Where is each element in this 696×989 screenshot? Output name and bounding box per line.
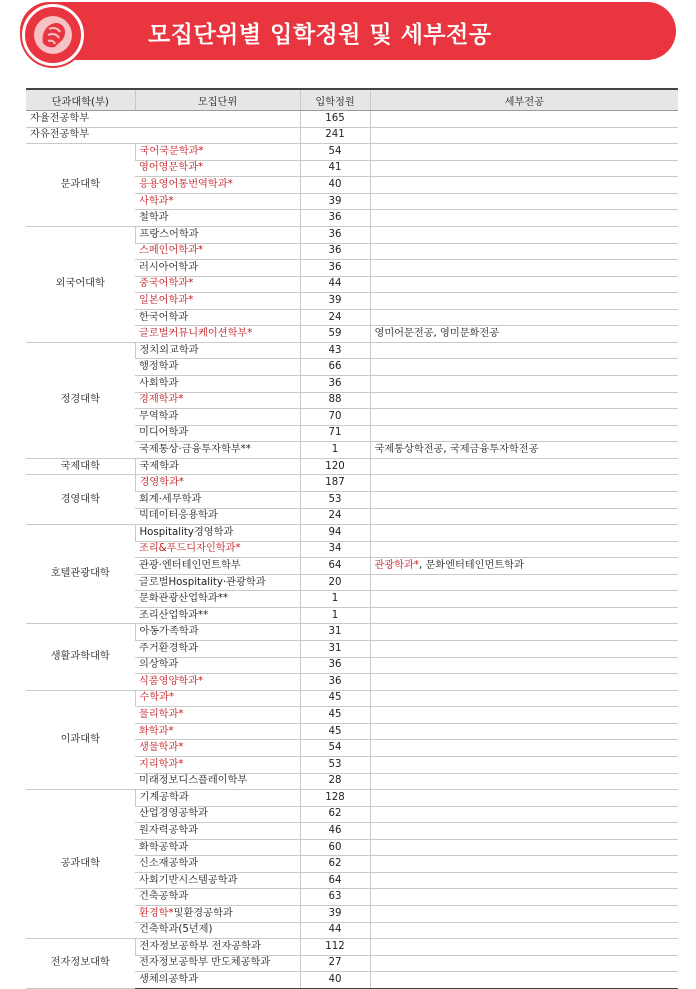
- table-row: [26, 475, 678, 492]
- quota-cell: 44: [300, 276, 370, 293]
- quota-cell: 1: [300, 442, 370, 459]
- admission-table: [26, 88, 678, 989]
- unit-cell: [135, 690, 300, 707]
- unit-cell: [135, 657, 300, 674]
- unit-name: 중국어학과*: [139, 278, 194, 290]
- unit-cell: [135, 475, 300, 492]
- unit-cell: [135, 309, 300, 326]
- major-cell: [370, 607, 678, 624]
- unit-name: 생체의공학과: [139, 974, 199, 986]
- quota-cell: 40: [300, 972, 370, 989]
- quota-cell: 39: [300, 906, 370, 923]
- table-row: [26, 458, 678, 475]
- quota-cell: 62: [300, 806, 370, 823]
- unit-name: 주거환경학과: [139, 642, 199, 654]
- major-cell: [370, 657, 678, 674]
- major-text: 국제통상학전공, 국제금융투자학전공: [374, 444, 539, 456]
- unit-cell: [135, 922, 300, 939]
- unit-cell: [135, 955, 300, 972]
- major-cell: [370, 359, 678, 376]
- quota-cell: 24: [300, 309, 370, 326]
- unit-name: 아동가족학과: [139, 626, 199, 638]
- unit-cell: [135, 442, 300, 459]
- unit-name: 생물학과*: [139, 742, 184, 754]
- major-cell: [370, 376, 678, 393]
- major-cell: [370, 906, 678, 923]
- unit-name: 조리&푸드디자인학과*: [139, 543, 241, 555]
- quota-cell: 1: [300, 591, 370, 608]
- quota-cell: 241: [300, 127, 370, 144]
- major-cell: [370, 773, 678, 790]
- unit-cell: [135, 707, 300, 724]
- quota-cell: 94: [300, 525, 370, 542]
- unit-name: 국제학과: [139, 460, 179, 472]
- quota-cell: 36: [300, 226, 370, 243]
- unit-cell: [135, 972, 300, 989]
- major-cell: [370, 674, 678, 691]
- unit-cell: [135, 409, 300, 426]
- table-row: [26, 127, 678, 144]
- major-cell: [370, 111, 678, 128]
- quota-cell: 62: [300, 856, 370, 873]
- major-cell: [370, 144, 678, 161]
- unit-name: 철학과: [139, 212, 169, 224]
- unit-cell: [135, 425, 300, 442]
- unit-cell: [135, 624, 300, 641]
- unit-name: 회계·세무학과: [139, 493, 202, 505]
- major-cell: [370, 342, 678, 359]
- major-cell: [370, 806, 678, 823]
- major-cell: [370, 889, 678, 906]
- college-cell: 이과대학: [26, 690, 135, 789]
- major-cell: [370, 425, 678, 442]
- major-cell: [370, 160, 678, 177]
- quota-cell: 45: [300, 723, 370, 740]
- unit-cell: [135, 591, 300, 608]
- unit-cell: [135, 226, 300, 243]
- quota-cell: 43: [300, 342, 370, 359]
- college-cell: 정경대학: [26, 342, 135, 458]
- unit-name: 및환경공학과: [173, 907, 233, 919]
- quota-cell: 54: [300, 144, 370, 161]
- major-cell: [370, 955, 678, 972]
- column-header: 세부전공: [370, 89, 678, 111]
- unit-name: 지리학과*: [139, 758, 184, 770]
- table-row: [26, 690, 678, 707]
- major-cell: [370, 922, 678, 939]
- major-cell: [370, 458, 678, 475]
- major-highlight: 관광학과*: [374, 559, 419, 571]
- major-cell: [370, 972, 678, 989]
- unit-name: 경제학과*: [139, 394, 184, 406]
- table-row: [26, 111, 678, 128]
- unit-cell: [135, 607, 300, 624]
- major-cell: [370, 127, 678, 144]
- major-cell: [370, 260, 678, 277]
- unit-cell: [135, 740, 300, 757]
- unit-cell: [135, 790, 300, 807]
- lion-emblem-icon: [22, 4, 84, 66]
- unit-cell: [135, 541, 300, 558]
- quota-cell: 70: [300, 409, 370, 426]
- unit-name: 화학공학과: [139, 841, 189, 853]
- quota-cell: 39: [300, 193, 370, 210]
- quota-cell: 36: [300, 260, 370, 277]
- unit-name-highlight: 환경학*: [139, 907, 174, 919]
- unit-cell: [135, 872, 300, 889]
- table-row: [26, 939, 678, 956]
- college-cell: 호텔관광대학: [26, 525, 135, 624]
- quota-cell: 45: [300, 707, 370, 724]
- unit-name: 전자정보공학부 반도체공학과: [139, 957, 271, 969]
- major-cell: [370, 541, 678, 558]
- major-text: 영미어문전공, 영미문화전공: [374, 328, 500, 340]
- unit-cell: [135, 756, 300, 773]
- quota-cell: 66: [300, 359, 370, 376]
- unit-name: 무역학과: [139, 410, 179, 422]
- unit-cell: [135, 491, 300, 508]
- major-cell: [370, 641, 678, 658]
- unit-name: 스페인어학과*: [139, 245, 204, 257]
- quota-cell: 53: [300, 756, 370, 773]
- major-cell: [370, 756, 678, 773]
- unit-name: 조리산업학과**: [139, 609, 209, 621]
- unit-name: 건축학과(5년제): [139, 924, 213, 936]
- quota-cell: 36: [300, 657, 370, 674]
- major-cell: [370, 872, 678, 889]
- unit-cell: [135, 574, 300, 591]
- quota-cell: 28: [300, 773, 370, 790]
- major-cell: [370, 210, 678, 227]
- major-cell: [370, 177, 678, 194]
- page-title: 모집단위별 입학정원 및 세부전공: [148, 22, 492, 48]
- unit-cell: [135, 839, 300, 856]
- column-header: 단과대학(부): [26, 89, 135, 111]
- unit-name: 기계공학과: [139, 791, 189, 803]
- major-cell: [370, 309, 678, 326]
- major-cell: [370, 823, 678, 840]
- unit-name: 글로벌커뮤니케이션학부*: [139, 328, 253, 340]
- unit-cell: [135, 243, 300, 260]
- unit-cell: [135, 906, 300, 923]
- unit-name: 사회기반시스템공학과: [139, 874, 238, 886]
- major-cell: [370, 591, 678, 608]
- unit-name: 응용영어통번역학과*: [139, 179, 233, 191]
- major-cell: [370, 624, 678, 641]
- quota-cell: 112: [300, 939, 370, 956]
- unit-name: 화학과*: [139, 725, 174, 737]
- unit-cell: [135, 210, 300, 227]
- unit-name: 수학과*: [139, 692, 175, 704]
- quota-cell: 31: [300, 624, 370, 641]
- unit-name: 원자력공학과: [139, 824, 199, 836]
- quota-cell: 20: [300, 574, 370, 591]
- unit-name: 사학과*: [139, 195, 174, 207]
- unit-name: 산업경영공학과: [139, 808, 208, 820]
- unit-cell: [135, 508, 300, 525]
- quota-cell: 64: [300, 558, 370, 575]
- quota-cell: 34: [300, 541, 370, 558]
- unit-cell: [135, 293, 300, 310]
- unit-name: 정치외교학과: [139, 344, 199, 356]
- college-cell: 국제대학: [26, 458, 135, 475]
- major-cell: [370, 276, 678, 293]
- unit-cell: [135, 723, 300, 740]
- unit-name: 사회학과: [139, 377, 179, 389]
- table-row: [26, 790, 678, 807]
- quota-cell: 36: [300, 376, 370, 393]
- college-cell: 외국어대학: [26, 226, 135, 342]
- quota-cell: 60: [300, 839, 370, 856]
- unit-name: 미디어학과: [139, 427, 189, 439]
- major-cell: [370, 939, 678, 956]
- college-cell: 자율전공학부: [26, 111, 300, 128]
- table-header-row: [26, 89, 678, 111]
- unit-name: 한국어학과: [139, 311, 189, 323]
- major-cell: [370, 392, 678, 409]
- table-row: [26, 144, 678, 161]
- unit-cell: [135, 260, 300, 277]
- major-cell: [370, 442, 678, 459]
- quota-cell: 40: [300, 177, 370, 194]
- table-row: [26, 624, 678, 641]
- unit-name: 식품영양학과*: [139, 675, 204, 687]
- college-cell: 문과대학: [26, 144, 135, 227]
- unit-name: 의상학과: [139, 659, 179, 671]
- unit-cell: [135, 525, 300, 542]
- quota-cell: 120: [300, 458, 370, 475]
- unit-cell: [135, 177, 300, 194]
- quota-cell: 36: [300, 674, 370, 691]
- unit-name: 경영학과*: [139, 477, 184, 489]
- quota-cell: 36: [300, 243, 370, 260]
- quota-cell: 165: [300, 111, 370, 128]
- major-cell: [370, 574, 678, 591]
- major-cell: [370, 525, 678, 542]
- quota-cell: 24: [300, 508, 370, 525]
- unit-cell: [135, 458, 300, 475]
- college-cell: 생활과학대학: [26, 624, 135, 690]
- college-cell: 전자정보대학: [26, 939, 135, 989]
- major-text: , 문화엔터테인먼트학과: [418, 559, 524, 571]
- major-cell: [370, 856, 678, 873]
- quota-cell: 39: [300, 293, 370, 310]
- unit-name: 신소재공학과: [139, 858, 199, 870]
- unit-name: 국제통상·금융투자학부**: [139, 444, 251, 456]
- quota-cell: 46: [300, 823, 370, 840]
- unit-cell: [135, 326, 300, 343]
- quota-cell: 54: [300, 740, 370, 757]
- unit-name: 행정학과: [139, 361, 179, 373]
- unit-name: 국어국문학과*: [139, 145, 204, 157]
- column-header: 모집단위: [135, 89, 300, 111]
- unit-cell: [135, 376, 300, 393]
- unit-cell: [135, 641, 300, 658]
- unit-cell: [135, 939, 300, 956]
- unit-cell: [135, 889, 300, 906]
- major-cell: [370, 243, 678, 260]
- major-cell: [370, 839, 678, 856]
- quota-cell: 45: [300, 690, 370, 707]
- college-cell: 공과대학: [26, 790, 135, 939]
- unit-cell: [135, 856, 300, 873]
- major-cell: [370, 508, 678, 525]
- quota-cell: 63: [300, 889, 370, 906]
- major-cell: [370, 475, 678, 492]
- quota-cell: 88: [300, 392, 370, 409]
- quota-cell: 187: [300, 475, 370, 492]
- table-row: [26, 525, 678, 542]
- unit-name: 프랑스어학과: [139, 228, 199, 240]
- major-cell: [370, 690, 678, 707]
- unit-name: 물리학과*: [139, 709, 184, 721]
- major-cell: [370, 226, 678, 243]
- quota-cell: 53: [300, 491, 370, 508]
- unit-cell: [135, 392, 300, 409]
- quota-cell: 27: [300, 955, 370, 972]
- unit-name: 전자정보공학부 전자공학과: [139, 940, 261, 952]
- major-cell: [370, 558, 678, 575]
- unit-cell: [135, 276, 300, 293]
- quota-cell: 128: [300, 790, 370, 807]
- unit-name: 글로벌Hospitality·관광학과: [139, 576, 266, 588]
- major-cell: [370, 409, 678, 426]
- college-cell: 경영대학: [26, 475, 135, 525]
- unit-name: 일본어학과*: [139, 294, 194, 306]
- college-cell: 자유전공학부: [26, 127, 300, 144]
- major-cell: [370, 326, 678, 343]
- major-cell: [370, 707, 678, 724]
- major-cell: [370, 293, 678, 310]
- unit-cell: [135, 193, 300, 210]
- unit-cell: [135, 823, 300, 840]
- major-cell: [370, 723, 678, 740]
- unit-cell: [135, 773, 300, 790]
- unit-cell: [135, 342, 300, 359]
- unit-cell: [135, 558, 300, 575]
- unit-cell: [135, 674, 300, 691]
- quota-cell: 44: [300, 922, 370, 939]
- quota-cell: 71: [300, 425, 370, 442]
- major-cell: [370, 193, 678, 210]
- unit-name: 건축공학과: [139, 891, 189, 903]
- unit-cell: [135, 160, 300, 177]
- quota-cell: 1: [300, 607, 370, 624]
- major-cell: [370, 790, 678, 807]
- unit-cell: [135, 144, 300, 161]
- unit-cell: [135, 359, 300, 376]
- major-cell: [370, 740, 678, 757]
- quota-cell: 36: [300, 210, 370, 227]
- quota-cell: 59: [300, 326, 370, 343]
- unit-cell: [135, 806, 300, 823]
- unit-name: 관광·엔터테인먼트학부: [139, 559, 241, 571]
- quota-cell: 31: [300, 641, 370, 658]
- column-header: 입학정원: [300, 89, 370, 111]
- major-cell: [370, 491, 678, 508]
- header-banner: [20, 2, 676, 60]
- unit-name: 빅데이터응용학과: [139, 510, 218, 522]
- table-row: [26, 226, 678, 243]
- quota-cell: 64: [300, 872, 370, 889]
- unit-name: 러시아어학과: [139, 261, 199, 273]
- unit-name: 미래정보디스플레이학부: [139, 775, 248, 787]
- unit-name: 영어영문학과*: [139, 162, 204, 174]
- quota-cell: 41: [300, 160, 370, 177]
- unit-name: 문화관광산업학과**: [139, 593, 228, 605]
- table-row: [26, 342, 678, 359]
- unit-name: Hospitality경영학과: [139, 526, 234, 538]
